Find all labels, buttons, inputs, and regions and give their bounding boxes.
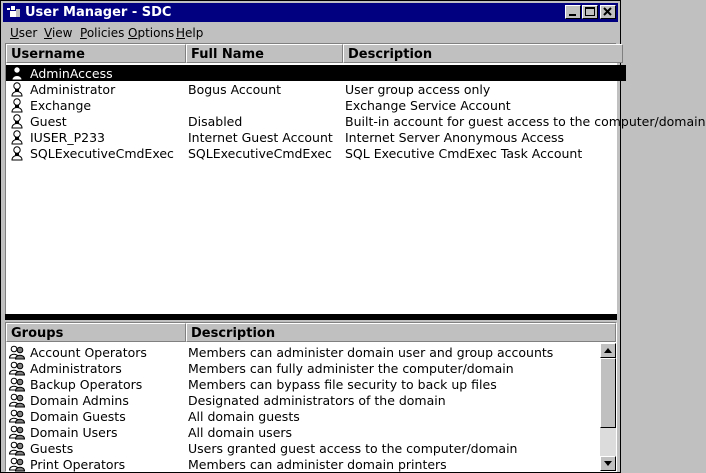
- group-name: Administrators: [30, 361, 122, 376]
- user-row[interactable]: [6, 129, 626, 145]
- user-icon: [9, 129, 25, 145]
- group-icon: [9, 360, 25, 376]
- group-icon: [9, 408, 25, 424]
- user-row[interactable]: [6, 81, 626, 97]
- groups-scrollbar[interactable]: [600, 343, 616, 471]
- user-description: Exchange Service Account: [345, 98, 511, 113]
- scroll-up-icon: [601, 344, 615, 357]
- minimize-button[interactable]: [565, 5, 581, 19]
- user-row[interactable]: [6, 97, 626, 113]
- group-name: Domain Guests: [30, 409, 126, 424]
- menu-view[interactable]: View: [44, 26, 73, 40]
- group-row[interactable]: [6, 376, 626, 392]
- group-row[interactable]: [6, 408, 626, 424]
- users-list[interactable]: [5, 43, 706, 315]
- user-username: SQLExecutiveCmdExec: [30, 146, 174, 161]
- group-icon: [9, 392, 25, 408]
- group-description: Users granted guest access to the computer/domain: [188, 441, 518, 456]
- groups-list[interactable]: [5, 322, 617, 472]
- menu-user[interactable]: User: [10, 26, 38, 40]
- group-name: Domain Users: [30, 425, 118, 440]
- user-icon: [9, 97, 25, 113]
- user-description: SQL Executive CmdExec Task Account: [345, 146, 583, 161]
- group-icon: [9, 344, 25, 360]
- col-header-username[interactable]: Username: [6, 44, 186, 63]
- col-header-fullname[interactable]: Full Name: [186, 44, 343, 63]
- group-icon: [9, 376, 25, 392]
- menu-help[interactable]: Help: [176, 26, 204, 40]
- maximize-button[interactable]: [582, 5, 598, 19]
- user-icon: [9, 65, 25, 81]
- scroll-down-button[interactable]: [600, 456, 616, 471]
- user-username: AdminAccess: [30, 66, 113, 81]
- user-row[interactable]: [6, 145, 626, 161]
- group-row[interactable]: [6, 392, 626, 408]
- group-description: Members can administer domain printers: [188, 457, 447, 472]
- scroll-down-icon: [601, 457, 615, 470]
- maximize-icon: [583, 6, 597, 18]
- group-description: All domain guests: [188, 409, 300, 424]
- group-name: Guests: [30, 441, 74, 456]
- user-icon: [9, 113, 25, 129]
- group-icon: [9, 440, 25, 456]
- scroll-up-button[interactable]: [600, 343, 616, 358]
- col-header-groups[interactable]: Groups: [6, 323, 186, 342]
- close-icon: [601, 6, 615, 18]
- pane-splitter[interactable]: [5, 314, 617, 320]
- group-description: Designated administrators of the domain: [188, 393, 446, 408]
- group-icon: [9, 456, 25, 472]
- menu-policies[interactable]: Policies: [80, 26, 125, 40]
- user-description: Built-in account for guest access to the computer/domain: [345, 114, 706, 129]
- user-fullname: SQLExecutiveCmdExec: [188, 146, 332, 161]
- group-description: Members can administer domain user and group accounts: [188, 345, 554, 360]
- menu-options[interactable]: Options: [128, 26, 175, 40]
- group-row[interactable]: [6, 440, 626, 456]
- user-username: IUSER_P233: [30, 130, 105, 145]
- user-manager-app-icon: [6, 5, 22, 20]
- group-row[interactable]: [6, 424, 626, 440]
- user-row[interactable]: [6, 65, 626, 81]
- user-fullname: Internet Guest Account: [188, 130, 333, 145]
- group-row[interactable]: [6, 360, 626, 376]
- menu-bar: [3, 23, 618, 42]
- window-title: User Manager - SDC: [25, 5, 172, 20]
- group-name: Account Operators: [30, 345, 147, 360]
- scroll-thumb[interactable]: [600, 358, 616, 428]
- col-header-group-description[interactable]: Description: [186, 323, 616, 342]
- group-description: Members can fully administer the computer/domain: [188, 361, 514, 376]
- group-name: Print Operators: [30, 457, 126, 472]
- group-icon: [9, 424, 25, 440]
- group-description: All domain users: [188, 425, 293, 440]
- group-description: Members can bypass file security to back up files: [188, 377, 497, 392]
- user-row[interactable]: [6, 113, 706, 129]
- title-bar[interactable]: [3, 3, 618, 22]
- user-fullname: Disabled: [188, 114, 243, 129]
- close-button[interactable]: [600, 5, 616, 19]
- user-icon: [9, 81, 25, 97]
- user-username: Exchange: [30, 98, 92, 113]
- user-username: Guest: [30, 114, 67, 129]
- user-description: User group access only: [345, 82, 491, 97]
- user-username: Administrator: [30, 82, 116, 97]
- group-row[interactable]: [6, 344, 626, 360]
- col-header-description[interactable]: Description: [343, 44, 623, 63]
- user-description: Internet Server Anonymous Access: [345, 130, 565, 145]
- group-name: Backup Operators: [30, 377, 143, 392]
- user-fullname: Bogus Account: [188, 82, 282, 97]
- minimize-icon: [566, 6, 580, 18]
- group-row[interactable]: [6, 456, 626, 472]
- user-icon: [9, 145, 25, 161]
- group-name: Domain Admins: [30, 393, 129, 408]
